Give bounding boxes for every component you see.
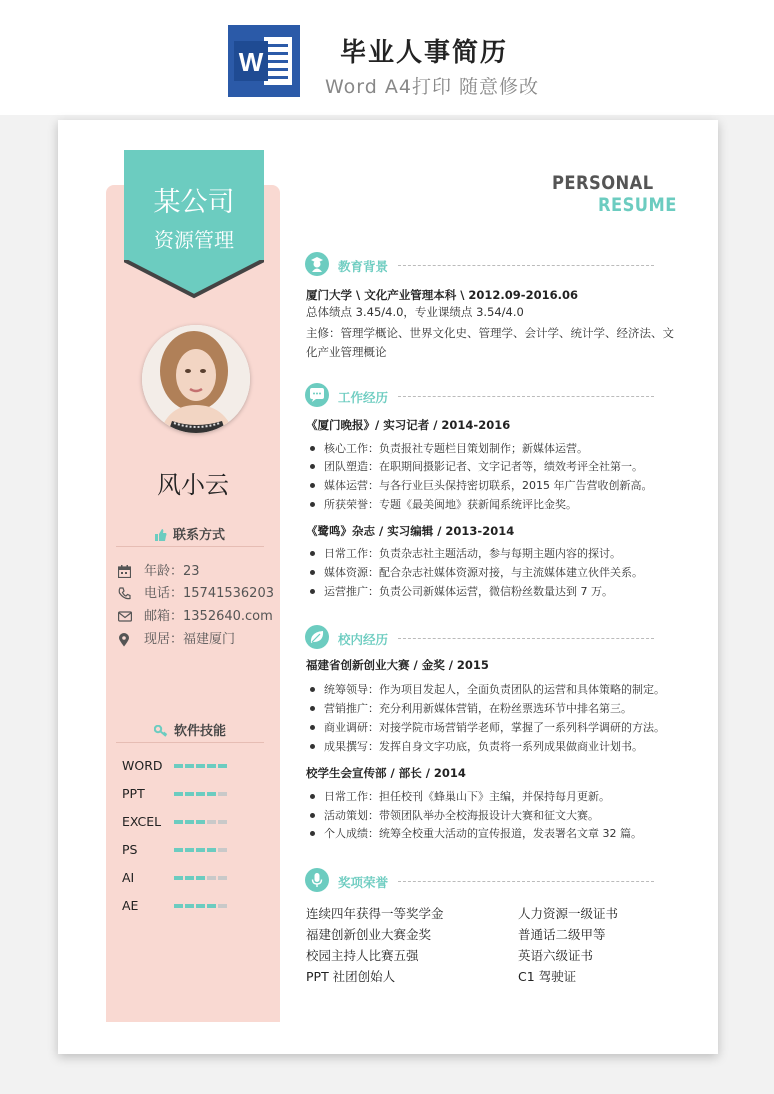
calendar-icon (118, 565, 131, 578)
banner-subtitle: Word A4打印 随意修改 (325, 76, 540, 98)
skill-bar-filled (185, 876, 194, 880)
skill-bar-filled (207, 764, 216, 768)
section-divider (398, 396, 654, 397)
personal-heading: PERSONAL (552, 172, 654, 194)
person-name: 风小云 (157, 471, 229, 499)
skill-row (122, 898, 252, 914)
skill-row (122, 814, 252, 830)
thumbs-up-icon (155, 529, 167, 541)
education-title: 教育背景 (338, 259, 389, 274)
job1-item: 核心工作：负责报社专题栏目策划制作；新媒体运营。 (310, 441, 588, 456)
education-gpa-line: 总体绩点 3.45/4.0，专业课绩点 3.54/4.0 (306, 305, 524, 319)
job1-heading: 《厦门晚报》/ 实习记者 / 2014-2016 (306, 418, 511, 432)
skill-bar-empty (218, 904, 227, 908)
key-icon (154, 725, 168, 737)
job1-item: 媒体运营：与各行业巨头保持密切联系，2015 年广告营收创新高。 (310, 478, 653, 493)
skill-level-bar (174, 848, 229, 867)
skill-bar-filled (174, 876, 183, 880)
skill-row (122, 786, 252, 802)
skill-bar-empty (207, 876, 216, 880)
skill-name: PS (122, 842, 138, 857)
skill-level-bar (174, 904, 229, 923)
contact-heading: 联系方式 (116, 524, 264, 547)
skill-bar-empty (207, 820, 216, 824)
skill-bar-filled (185, 848, 194, 852)
resume-heading: RESUME (598, 194, 677, 216)
skill-row (122, 842, 252, 858)
skill-bar-filled (196, 904, 205, 908)
job2-item: 日常工作：负责杂志社主题活动，参与每期主题内容的探讨。 (310, 546, 621, 561)
skill-level-bar (174, 792, 229, 811)
campus-exp1-item: 商业调研：对接学院市场营销学老师，掌握了一系列科学调研的方法。 (310, 720, 665, 735)
award-item: PPT 社团创始人 (306, 969, 396, 984)
skill-bar-filled (207, 848, 216, 852)
graduate-icon (309, 256, 325, 272)
mail-icon (118, 610, 132, 623)
location-icon (118, 633, 130, 647)
award-item: 福建创新创业大赛金奖 (306, 927, 432, 942)
top-banner (0, 0, 774, 115)
svg-text:W: W (238, 47, 264, 77)
skill-bar-filled (174, 820, 183, 824)
position-name: 资源管理 (154, 228, 234, 252)
skill-bar-filled (196, 792, 205, 796)
portrait-image (142, 325, 250, 433)
skill-bar-filled (218, 764, 227, 768)
avatar (142, 325, 250, 433)
skill-bar-filled (207, 904, 216, 908)
award-item: C1 驾驶证 (518, 969, 577, 984)
skill-bar-empty (218, 820, 227, 824)
campus-title: 校内经历 (338, 632, 389, 647)
award-item: 连续四年获得一等奖学金 (306, 906, 444, 921)
skill-bar-filled (196, 876, 205, 880)
microphone-icon (309, 872, 325, 888)
skill-bar-filled (174, 904, 183, 908)
campus-exp2-item: 个人成绩：统筹全校重大活动的宣传报道，发表署名文章 32 篇。 (310, 826, 642, 841)
skill-bar-filled (185, 792, 194, 796)
award-item: 人力资源一级证书 (518, 906, 619, 921)
word-logo-icon (228, 25, 300, 97)
resume-page: 某公司 资源管理 风小云 联系方式 年龄：23 电话：15741536203 邮箱：1352640.com 现居：福建厦门 软件技能 WORD PPT EXCEL PS AI AE PERSONAL RESUME 教育背景 厦门大学 \ 文化产业管理本科 \ 2012.09-2016.06 总体绩点 3.45/4.0，专业课绩点 3.54/4.0 主修：管理学概论、世界文化史、管理学、会计学、统计学、经济法、文 化产业管理概论 工作经历 《厦门晚报》/ 实习记者 / 2014-2016 核心工作：负责报社专题栏目策划制作；新媒体运营。 团队塑造：在职期间摄影记者、文字记者等，绩效考评全社第一。 媒体运营：与各行业巨头保持密切联系，2015 年广告营收创新高。 所获荣誉：专题《最美闽地》获新闻系统评比金奖。 《鹭鸣》杂志 / 实习编辑 / 2013-2014 日常工作：负责杂志社主题活动，参与每期主题内容的探讨。 媒体资源：配合杂志社媒体资源对接，与主流媒体建立伙伴关系。 运营推广：负责公司新媒体运营，微信粉丝数量达到 7 万。 校内经历 福建省创新创业大赛 / 金奖 / 2015 统筹领导：作为项目发起人，全面负责团队的运营和具体策略的制定。 营销推广：充分利用新媒体营销，在粉丝票选环节中排名第三。 商业调研：对接学院市场营销学老师，掌握了一系列科学调研的方法。 成果撰写：发挥自身文字功底，负责将一系列成果做商业计划书。 校学生会宣传部 / 部长 / 2014 日常工作：担任校刊《蜂巢山下》主编，并保持每月更新。 活动策划：带领团队举办全校海报设计大赛和征文大赛。 个人成绩：统筹全校重大活动的宣传报道，发表署名文章 32 篇。 奖项荣誉 连续四年获得一等奖学金 福建创新创业大赛金奖 校园主持人比赛五强 PPT 社团创始人 人力资源一级证书 普通话二级甲等 英语六级证书 C1 驾驶证 (58, 120, 718, 1054)
sidebar-background (106, 185, 280, 1022)
leaf-icon (309, 629, 325, 645)
section-divider (398, 881, 654, 882)
campus-exp2-item: 日常工作：担任校刊《蜂巢山下》主编，并保持每月更新。 (310, 789, 610, 804)
award-item: 普通话二级甲等 (518, 927, 606, 942)
campus-exp1-item: 成果撰写：发挥自身文字功底，负责将一系列成果做商业计划书。 (310, 739, 643, 754)
awards-section-icon (305, 868, 329, 892)
education-courses-line: 主修：管理学概论、世界文化史、管理学、会计学、统计学、经济法、文 (306, 326, 674, 340)
section-divider (398, 638, 654, 639)
education-courses-line-2: 化产业管理概论 (306, 345, 387, 359)
skill-level-bar (174, 820, 229, 839)
section-divider (398, 265, 654, 266)
skill-bar-filled (174, 848, 183, 852)
skill-name: EXCEL (122, 814, 162, 829)
skill-bar-empty (218, 792, 227, 796)
campus-exp2-item: 活动策划：带领团队举办全校海报设计大赛和征文大赛。 (310, 808, 599, 823)
chat-bubble-icon (309, 387, 325, 403)
education-section-icon (305, 252, 329, 276)
skill-bar-filled (185, 904, 194, 908)
award-item: 校园主持人比赛五强 (306, 948, 419, 963)
skill-level-bar (174, 764, 229, 783)
skill-bar-filled (196, 764, 205, 768)
skill-bar-filled (185, 764, 194, 768)
work-title: 工作经历 (338, 390, 389, 405)
award-item: 英语六级证书 (518, 948, 594, 963)
skill-name: AE (122, 898, 139, 913)
job2-item: 运营推广：负责公司新媒体运营，微信粉丝数量达到 7 万。 (310, 584, 613, 599)
campus-section-icon (305, 625, 329, 649)
skill-name: PPT (122, 786, 145, 801)
skill-row (122, 870, 252, 886)
skill-bar-filled (174, 764, 183, 768)
job2-heading: 《鹭鸣》杂志 / 实习编辑 / 2013-2014 (306, 524, 515, 538)
skill-level-bar (174, 876, 229, 895)
skill-name: AI (122, 870, 135, 885)
skill-bar-filled (196, 820, 205, 824)
job1-item: 所获荣誉：专题《最美闽地》获新闻系统评比金奖。 (310, 497, 577, 512)
campus-exp1-item: 统筹领导：作为项目发起人，全面负责团队的运营和具体策略的制定。 (310, 682, 665, 697)
work-section-icon (305, 383, 329, 407)
company-name: 某公司 (153, 187, 235, 218)
campus-exp1-item: 营销推广：充分利用新媒体营销，在粉丝票选环节中排名第三。 (310, 701, 632, 716)
skill-name: WORD (122, 758, 163, 773)
skill-bar-filled (196, 848, 205, 852)
skill-bar-filled (174, 792, 183, 796)
phone-icon (118, 587, 131, 600)
job2-item: 媒体资源：配合杂志社媒体资源对接，与主流媒体建立伙伴关系。 (310, 565, 643, 580)
job1-item: 团队塑造：在职期间摄影记者、文字记者等，绩效考评全社第一。 (310, 459, 643, 474)
skill-bar-empty (218, 876, 227, 880)
campus-exp1-heading: 福建省创新创业大赛 / 金奖 / 2015 (306, 658, 489, 672)
skill-bar-filled (185, 820, 194, 824)
awards-title: 奖项荣誉 (338, 875, 389, 890)
campus-exp2-heading: 校学生会宣传部 / 部长 / 2014 (306, 766, 466, 780)
skills-heading: 软件技能 (116, 720, 264, 743)
skill-bar-empty (218, 848, 227, 852)
education-school-line: 厦门大学 \ 文化产业管理本科 \ 2012.09-2016.06 (306, 288, 578, 302)
banner-title: 毕业人事简历 (340, 38, 509, 68)
skill-bar-filled (207, 792, 216, 796)
skill-row (122, 758, 252, 774)
ribbon-chevron (124, 260, 264, 300)
